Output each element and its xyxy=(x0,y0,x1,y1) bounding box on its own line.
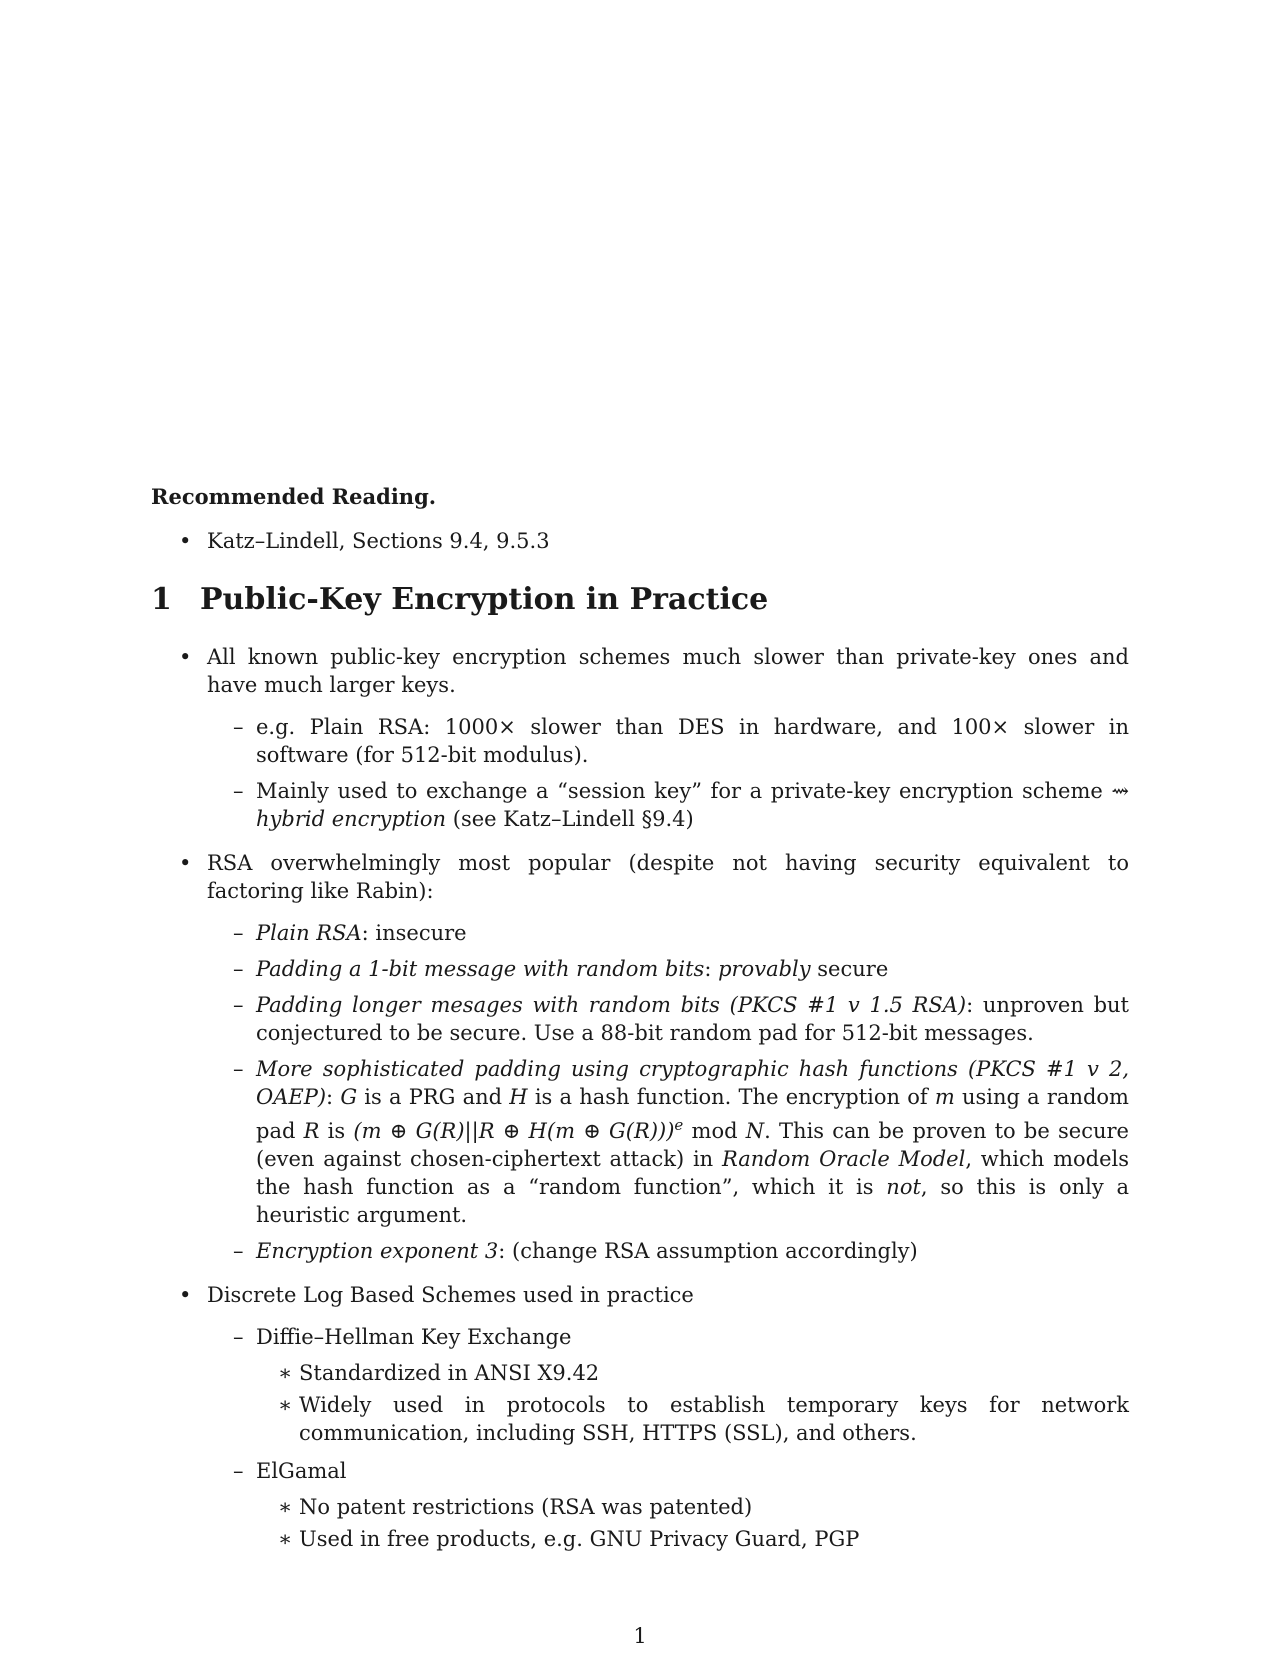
bullet-text: Discrete Log Based Schemes used in practice xyxy=(207,1283,694,1307)
star-marker: ∗ xyxy=(278,1495,293,1519)
list-item xyxy=(151,1457,1129,1553)
list-item xyxy=(151,527,1129,555)
subsub-item-text: No patent restrictions (RSA was patented) xyxy=(299,1495,753,1519)
dash-marker: – xyxy=(233,1325,244,1349)
text-run: , so this is only a heuristic argument. xyxy=(256,1175,1129,1227)
reading-item: Katz–Lindell, Sections 9.4, 9.5.3 xyxy=(207,529,550,553)
text-run: Mainly used to exchange a “session key” for a private-key encryption scheme ⇝ xyxy=(256,779,1129,803)
list-item xyxy=(151,849,1129,1265)
sub-item-text xyxy=(256,777,1129,833)
math-exponent: e xyxy=(674,1116,684,1134)
dash-marker: – xyxy=(233,921,244,945)
text-run: is a hash function. The encryption of xyxy=(527,1085,935,1109)
math-symbol: G xyxy=(340,1085,358,1109)
text-run: (see Katz–Lindell §9.4) xyxy=(446,807,694,831)
subsub-item-text: Standardized in ANSI X9.42 xyxy=(299,1361,600,1385)
list-item xyxy=(256,1493,1129,1521)
sub-list xyxy=(207,1323,1129,1553)
section-heading xyxy=(151,581,1129,619)
dash-marker: – xyxy=(233,779,244,803)
sub-item-text xyxy=(256,1055,1129,1229)
emphasis-text: Encryption exponent 3 xyxy=(256,1239,499,1263)
list-item xyxy=(256,1359,1129,1387)
recommended-reading-heading: Recommended Reading. xyxy=(151,484,437,509)
list-item xyxy=(151,1237,1129,1265)
text-run: mod xyxy=(683,1119,746,1143)
text-run: secure xyxy=(810,957,889,981)
bullet-marker: • xyxy=(179,645,192,669)
math-formula: (m ⊕ G(R)||R ⊕ H(m ⊕ G(R))) xyxy=(353,1119,675,1143)
list-item xyxy=(151,713,1129,769)
text-run: , which models the hash function as a “random function”, which it is xyxy=(256,1147,1129,1199)
bullet-marker: • xyxy=(179,529,192,553)
bullet-text: All known public-key encryption schemes much slower than private-key ones and have much larger keys. xyxy=(207,645,1129,697)
text-run: is xyxy=(319,1119,354,1143)
text-run: using a random pad xyxy=(256,1085,1129,1143)
dash-marker: – xyxy=(233,715,244,739)
recommended-reading-list xyxy=(151,527,1129,555)
math-symbol: R xyxy=(303,1119,320,1143)
page-number: 1 xyxy=(633,1624,647,1648)
dash-marker: – xyxy=(233,1057,244,1081)
list-item xyxy=(256,1525,1129,1553)
sub-item-text xyxy=(256,991,1129,1047)
star-marker: ∗ xyxy=(278,1361,293,1385)
subsub-list xyxy=(256,1359,1129,1447)
main-bullet-list xyxy=(151,643,1129,1553)
emphasis-text: hybrid encryption xyxy=(256,807,447,831)
text-run: is a PRG and xyxy=(357,1085,510,1109)
list-item xyxy=(256,1391,1129,1447)
text-run: : unproven but conjectured to be secure. Use a 88-bit random pad for 512-bit messages. xyxy=(256,993,1129,1045)
list-item xyxy=(151,777,1129,833)
subsub-item-text: Widely used in protocols to establish temporary keys for network communication, including SSH, HTTPS (SSL), and others. xyxy=(299,1393,1129,1445)
emphasis-text: More sophisticated padding using cryptographic hash functions (PKCS #1 v 2, OAEP) xyxy=(256,1057,1129,1109)
star-marker: ∗ xyxy=(278,1393,293,1417)
list-item xyxy=(151,1323,1129,1447)
sub-item-text xyxy=(256,919,1129,947)
list-item xyxy=(151,991,1129,1047)
list-item xyxy=(151,919,1129,947)
text-run: : (change RSA assumption accordingly) xyxy=(498,1239,918,1263)
emphasis-text: Padding a 1-bit message with random bits xyxy=(256,957,705,981)
dash-marker: – xyxy=(233,957,244,981)
list-item xyxy=(151,955,1129,983)
emphasis-text: Plain RSA xyxy=(256,921,362,945)
sub-list xyxy=(207,919,1129,1265)
document-body xyxy=(151,483,1129,1569)
sub-list xyxy=(207,713,1129,833)
sub-item-text xyxy=(256,1237,1129,1265)
subsub-list xyxy=(256,1493,1129,1553)
math-symbol: m xyxy=(934,1085,955,1109)
dash-marker: – xyxy=(233,1459,244,1483)
dash-marker: – xyxy=(233,993,244,1017)
subsub-item-text: Used in free products, e.g. GNU Privacy Guard, PGP xyxy=(299,1527,860,1551)
text-run: : insecure xyxy=(361,921,467,945)
text-run: : xyxy=(704,957,719,981)
dash-marker: – xyxy=(233,1239,244,1263)
bullet-marker: • xyxy=(179,1283,192,1307)
emphasis-text: provably xyxy=(718,957,811,981)
list-item xyxy=(151,1281,1129,1553)
bullet-marker: • xyxy=(179,851,192,875)
text-run: : xyxy=(326,1085,341,1109)
math-symbol: N xyxy=(745,1119,765,1143)
math-symbol: H xyxy=(509,1085,528,1109)
section-number: 1 xyxy=(151,582,172,617)
text-run: . This can be proven to be secure (even against chosen-ciphertext attack) in xyxy=(256,1119,1129,1171)
sub-item-text xyxy=(256,955,1129,983)
list-item xyxy=(151,1055,1129,1229)
emphasis-text: Padding longer mesages with random bits (PKCS #1 v 1.5 RSA) xyxy=(256,993,967,1017)
emphasis-text: Random Oracle Model xyxy=(721,1147,966,1171)
star-marker: ∗ xyxy=(278,1527,293,1551)
sub-item-text: ElGamal xyxy=(256,1459,347,1483)
sub-item-text: Diffie–Hellman Key Exchange xyxy=(256,1325,572,1349)
bullet-text: RSA overwhelmingly most popular (despite not having security equivalent to factoring like Rabin): xyxy=(207,851,1129,903)
list-item xyxy=(151,643,1129,833)
sub-item-text: e.g. Plain RSA: 1000× slower than DES in hardware, and 100× slower in software (for 512-bit modulus). xyxy=(256,715,1129,767)
emphasis-text: not xyxy=(886,1175,921,1199)
section-title: Public-Key Encryption in Practice xyxy=(200,582,769,617)
